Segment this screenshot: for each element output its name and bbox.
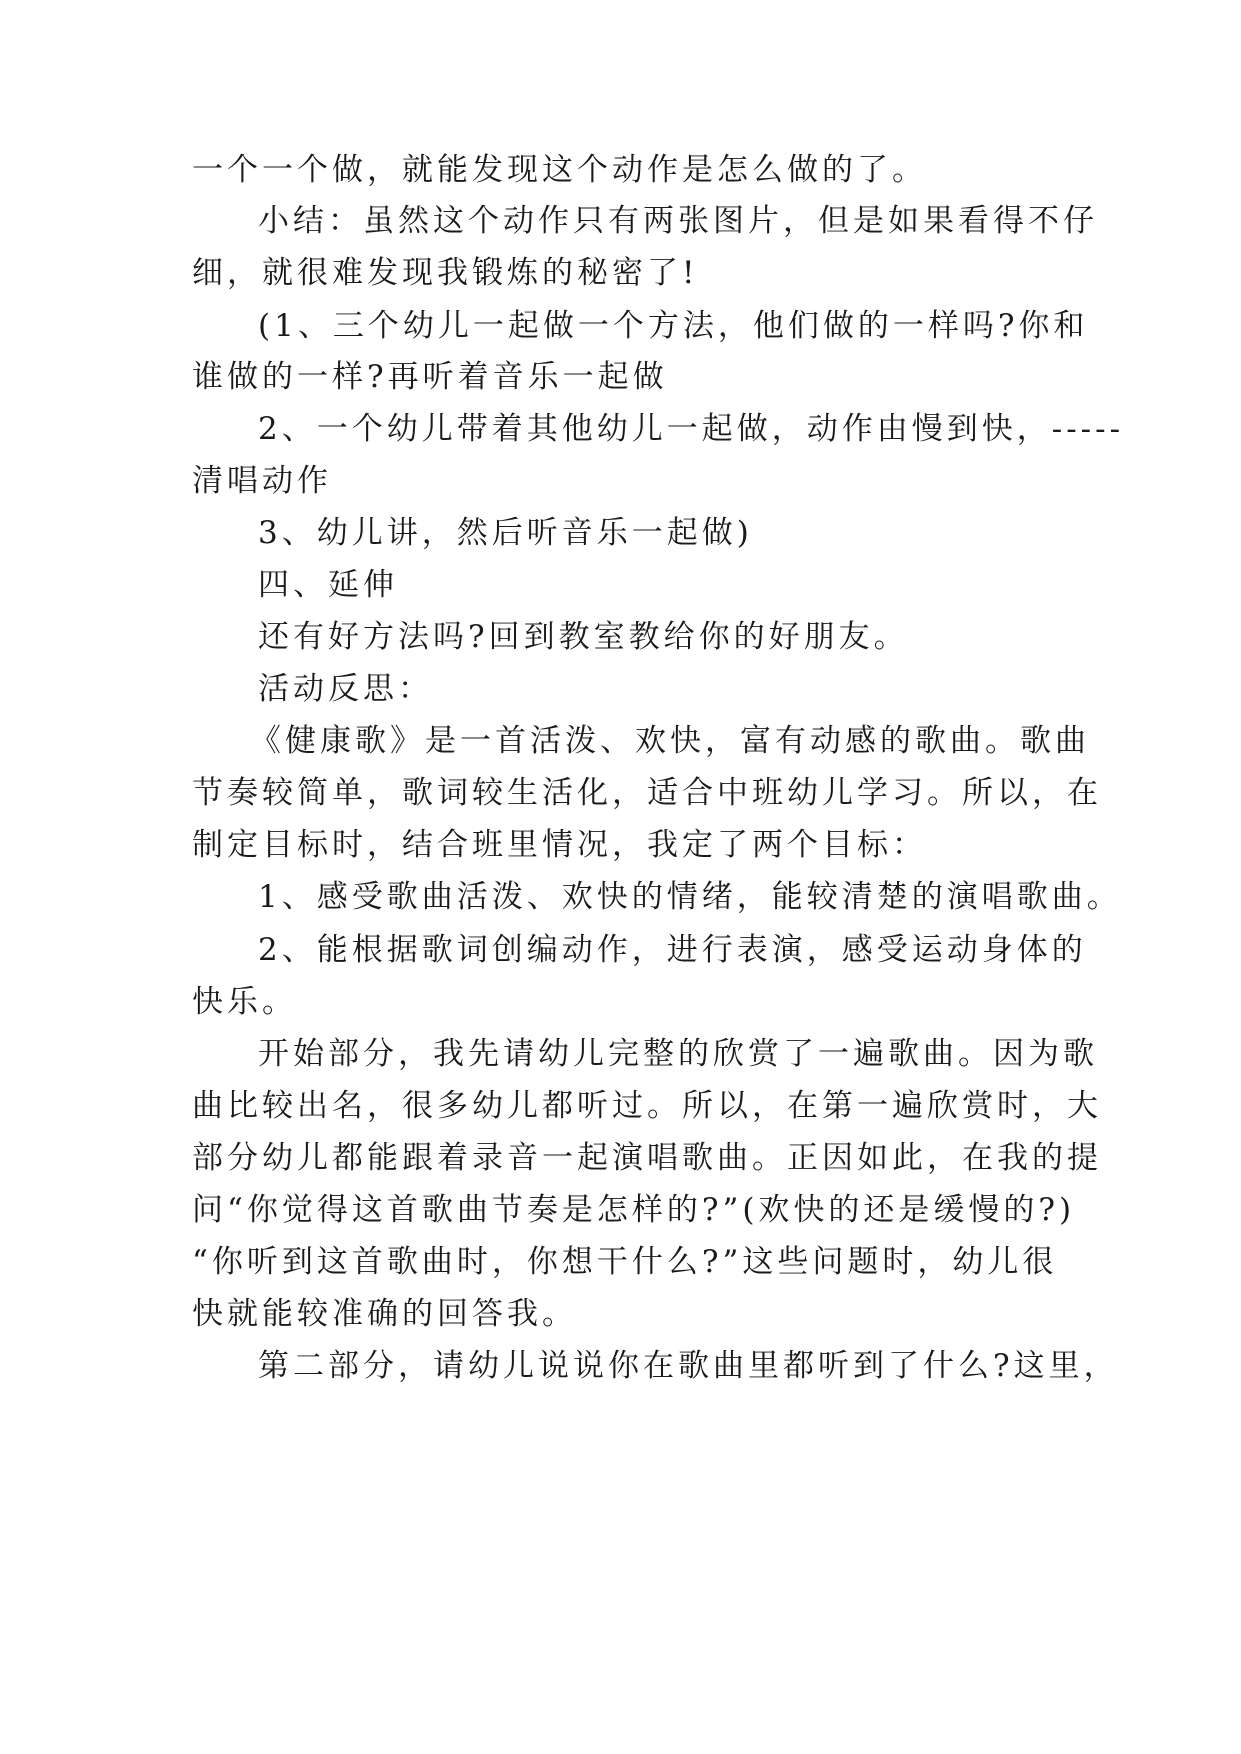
text-line: (1、三个幼儿一起做一个方法，他们做的一样吗?你和 — [258, 308, 1089, 344]
text-line: 制定目标时，结合班里情况，我定了两个目标： — [192, 827, 927, 863]
text-line: 问“你觉得这首歌曲节奏是怎样的?”(欢快的还是缓慢的?) — [192, 1192, 1076, 1228]
text-line: 一个一个做，就能发现这个动作是怎么做的了。 — [192, 152, 927, 188]
text-line: 还有好方法吗?回到教室教给你的好朋友。 — [258, 619, 909, 655]
text-line: 清唱动作 — [192, 463, 332, 499]
text-line: 2、一个幼儿带着其他幼儿一起做，动作由慢到快，----- — [258, 411, 1125, 447]
text-line: 小结：虽然这个动作只有两张图片，但是如果看得不仔 — [258, 203, 1098, 239]
text-line: 部分幼儿都能跟着录音一起演唱歌曲。正因如此，在我的提 — [192, 1140, 1102, 1176]
text-line: 快就能较准确的回答我。 — [192, 1296, 577, 1332]
text-line: 1、感受歌曲活泼、欢快的情绪，能较清楚的演唱歌曲。 — [258, 879, 1122, 915]
text-line: 3、幼儿讲，然后听音乐一起做) — [258, 515, 753, 551]
section-heading: 四、延伸 — [258, 567, 398, 603]
text-line: 快乐。 — [192, 984, 297, 1020]
text-line: 开始部分，我先请幼儿完整的欣赏了一遍歌曲。因为歌 — [258, 1036, 1098, 1072]
text-line: 《健康歌》是一首活泼、欢快，富有动感的歌曲。歌曲 — [250, 723, 1090, 759]
text-line: 曲比较出名，很多幼儿都听过。所以，在第一遍欣赏时，大 — [192, 1088, 1102, 1124]
text-line: 细，就很难发现我锻炼的秘密了! — [192, 255, 699, 291]
text-line: “你听到这首歌曲时，你想干什么?”这些问题时，幼儿很 — [192, 1244, 1058, 1280]
text-line: 2、能根据歌词创编动作，进行表演，感受运动身体的 — [258, 932, 1087, 968]
text-line: 谁做的一样?再听着音乐一起做 — [192, 359, 668, 395]
text-line: 节奏较简单，歌词较生活化，适合中班幼儿学习。所以，在 — [192, 775, 1102, 811]
section-heading: 活动反思： — [258, 671, 433, 707]
text-line: 第二部分，请幼儿说说你在歌曲里都听到了什么?这里， — [258, 1348, 1119, 1384]
